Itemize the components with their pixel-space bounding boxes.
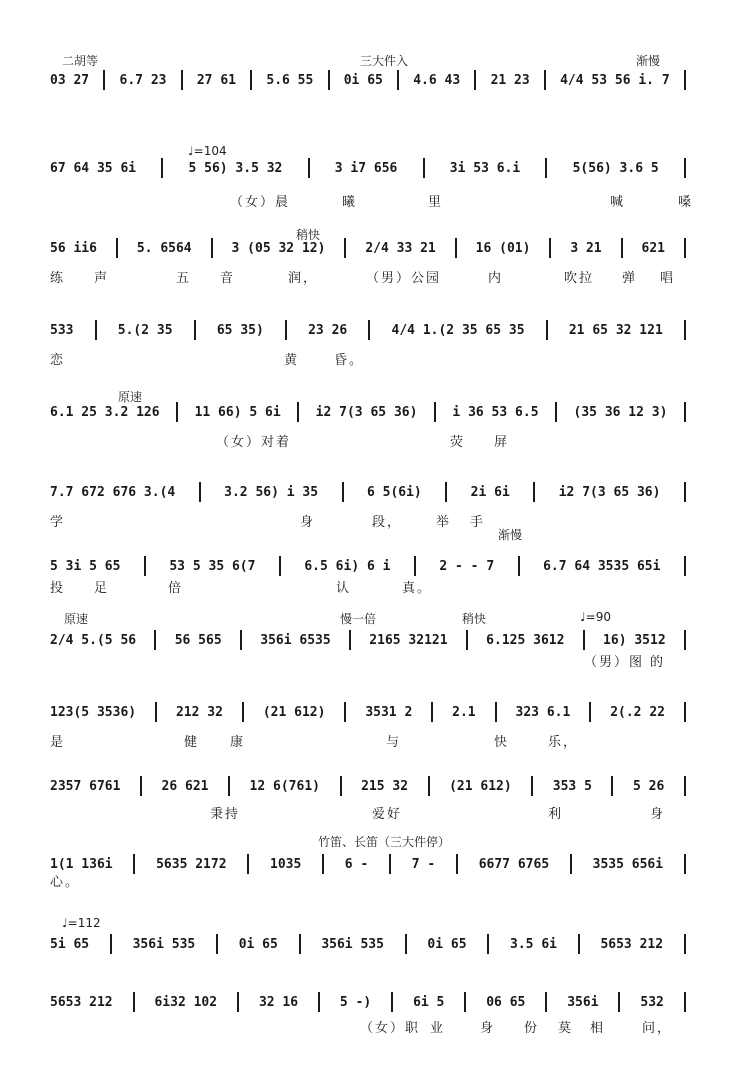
measure: 3 21: [570, 240, 602, 256]
bar-line: [589, 702, 591, 722]
measure: 323 6.1: [515, 704, 571, 720]
bar-line: [308, 158, 310, 178]
lyric-word: 投: [50, 581, 66, 596]
bar-line: [428, 776, 430, 796]
bar-line: [199, 482, 201, 502]
measure: 353 5: [552, 778, 592, 794]
lyric-word: 是: [50, 735, 66, 750]
lyrics-line: [50, 191, 694, 210]
bar-line: [466, 630, 468, 650]
bar-line: [684, 934, 686, 954]
measure: 5i 65: [50, 936, 90, 952]
performance-annotation: ♩=104: [188, 144, 227, 158]
lyric-word: 莫: [558, 1021, 574, 1036]
bar-line: [194, 320, 196, 340]
measure: 3531 2: [365, 704, 413, 720]
bar-line: [684, 992, 686, 1012]
measure: 3 i7 656: [334, 160, 398, 176]
bar-line: [368, 320, 370, 340]
measure: (35 36 12 3): [573, 404, 668, 420]
lyric-word: （男）图: [584, 655, 645, 670]
lyrics-line: [50, 651, 670, 669]
bar-line: [487, 934, 489, 954]
measure: 5 56) 3.5 32: [188, 160, 283, 176]
bar-line: [518, 556, 520, 576]
lyric-word: （女）晨: [230, 195, 291, 210]
bar-line: [434, 402, 436, 422]
measure: 5(56) 3.6 5: [572, 160, 659, 176]
lyric-word: 利: [548, 807, 564, 822]
lyric-word: 举: [436, 515, 452, 530]
bar-line: [621, 238, 623, 258]
bar-line: [279, 556, 281, 576]
notation-row: [50, 480, 686, 504]
lyric-word: 与: [386, 735, 402, 750]
lyric-word: 爱好: [372, 807, 403, 822]
lyrics-line: [50, 431, 670, 449]
lyric-word: 真。: [402, 581, 433, 596]
lyrics-line: [50, 511, 670, 529]
measure: 356i 535: [132, 936, 196, 952]
lyric-word: 学: [50, 515, 66, 530]
lyric-word: 认: [336, 581, 352, 596]
bar-line: [445, 482, 447, 502]
performance-annotation: 慢一倍: [340, 612, 377, 626]
lyrics-line: [50, 803, 670, 821]
measure: 0i 65: [343, 72, 383, 88]
measure: 2/4 33 21: [365, 240, 436, 256]
lyric-word: 相: [590, 1021, 606, 1036]
bar-line: [216, 934, 218, 954]
bar-line: [684, 320, 686, 340]
bar-line: [684, 776, 686, 796]
notation-row: [50, 932, 686, 956]
bar-line: [391, 992, 393, 1012]
bar-line: [474, 70, 476, 90]
bar-line: [161, 158, 163, 178]
measure: 1(1 136i: [50, 856, 113, 872]
bar-line: [533, 482, 535, 502]
measure: 03 27: [50, 72, 90, 88]
measure: i2 7(3 65 36): [315, 404, 418, 420]
bar-line: [342, 482, 344, 502]
bar-line: [546, 320, 548, 340]
measure: 5653 212: [50, 994, 113, 1010]
performance-annotation: ♩=90: [580, 610, 611, 624]
lyric-word: 快: [494, 735, 510, 750]
lyric-word: 业: [430, 1021, 446, 1036]
lyric-word: 唱: [660, 271, 676, 286]
measure: 21 65 32 121: [568, 322, 663, 338]
bar-line: [176, 402, 178, 422]
measure: 6677 6765: [478, 856, 550, 872]
measure: 356i: [567, 994, 599, 1010]
lyric-word: 健: [184, 735, 200, 750]
bar-line: [103, 70, 105, 90]
measure: i2 7(3 65 36): [558, 484, 661, 500]
notation-row: [50, 990, 686, 1014]
lyric-word: 嗓: [678, 195, 694, 210]
measure: 6 -: [344, 856, 369, 872]
bar-line: [414, 556, 416, 576]
lyric-word: （男）公园: [366, 271, 442, 286]
measure: 67 64 35 6i: [50, 160, 137, 176]
lyric-word: （女）职: [360, 1021, 421, 1036]
bar-line: [555, 402, 557, 422]
performance-annotation: 原速: [64, 612, 89, 626]
measure: 32 16: [258, 994, 299, 1010]
performance-annotation: 稍快: [462, 612, 487, 626]
lyric-word: 身: [650, 807, 666, 822]
bar-line: [297, 402, 299, 422]
lyric-word: 昏。: [334, 353, 365, 368]
lyrics-line: [50, 267, 676, 286]
lyric-word: 曦: [342, 195, 358, 210]
lyric-word: 弹: [622, 271, 638, 286]
lyric-word: （女）对着: [216, 435, 292, 450]
measure: 2/4 5.(5 56: [50, 632, 137, 648]
bar-line: [423, 158, 425, 178]
measure: 56 ii6: [50, 240, 97, 256]
lyric-word: 乐，: [548, 735, 579, 750]
measure: 21 23: [490, 72, 530, 88]
bar-line: [340, 776, 342, 796]
bar-line: [684, 238, 686, 258]
performance-annotation: 渐慢: [636, 54, 661, 68]
measure: 56 565: [174, 632, 222, 648]
measure: 3.5 6i: [510, 936, 557, 952]
bar-line: [618, 992, 620, 1012]
measure: 5653 212: [600, 936, 664, 952]
measure: 4/4 53 56 i. 7: [560, 72, 670, 88]
bar-line: [344, 238, 346, 258]
bar-line: [328, 70, 330, 90]
notation-row: [50, 68, 686, 92]
measure: 5. 6564: [136, 240, 192, 256]
bar-line: [405, 934, 407, 954]
notation-row: [50, 156, 686, 180]
bar-line: [95, 320, 97, 340]
lyrics-line: [50, 349, 670, 367]
measure: 3i 53 6.i: [449, 160, 521, 176]
measure: 2.1: [452, 704, 476, 720]
measure: 16) 3512: [603, 632, 666, 648]
lyric-word: 份: [524, 1021, 540, 1036]
measure: 06 65: [486, 994, 526, 1010]
lyric-word: 五: [176, 271, 192, 286]
bar-line: [464, 992, 466, 1012]
measure: (21 612): [262, 704, 326, 720]
measure: 5 -): [339, 994, 372, 1010]
performance-annotation: 三大件入: [360, 54, 409, 68]
lyrics-line: [50, 1017, 673, 1036]
bar-line: [242, 702, 244, 722]
measure: 0i 65: [427, 936, 467, 952]
measure: 5 3i 5 65: [50, 558, 121, 574]
measure: 532: [640, 994, 664, 1010]
measure: 6i32 102: [154, 994, 218, 1010]
measure: 11 66) 5 6i: [194, 404, 281, 420]
measure: 5 26: [632, 778, 665, 794]
measure: 621: [641, 240, 665, 256]
bar-line: [250, 70, 252, 90]
lyric-word: 手: [470, 515, 486, 530]
bar-line: [110, 934, 112, 954]
bar-line: [228, 776, 230, 796]
performance-annotation: 稍快: [296, 228, 321, 242]
measure: 23 26: [308, 322, 348, 338]
lyric-word: 康: [230, 735, 246, 750]
bar-line: [684, 556, 686, 576]
performance-annotation: 渐慢: [498, 528, 523, 542]
measure: i 36 53 6.5: [452, 404, 539, 420]
bar-line: [344, 702, 346, 722]
measure: 533: [50, 322, 74, 338]
measure: 3 (05 32 12): [231, 240, 326, 256]
bar-line: [431, 702, 433, 722]
measure: 7.7 672 676 3.(4: [50, 484, 176, 500]
lyric-word: 内: [488, 271, 504, 286]
measure: 6 5(6i): [366, 484, 422, 500]
bar-line: [237, 992, 239, 1012]
performance-annotation: 二胡等: [62, 54, 99, 68]
measure: 6.5 6i) 6 i: [304, 558, 391, 574]
measure: 3.2 56) i 35: [224, 484, 319, 500]
lyric-word: 身: [300, 515, 316, 530]
lyric-word: 里: [428, 195, 444, 210]
bar-line: [684, 630, 686, 650]
measure: 4/4 1.(2 35 65 35: [391, 322, 525, 338]
notation-row: [50, 628, 686, 652]
notation-row: [50, 318, 686, 342]
bar-line: [181, 70, 183, 90]
measure: 2(.2 22: [610, 704, 665, 720]
bar-line: [545, 992, 547, 1012]
measure: 6.1 25 3.2 126: [50, 404, 160, 420]
bar-line: [318, 992, 320, 1012]
measure: 4.6 43: [413, 72, 461, 88]
bar-line: [211, 238, 213, 258]
performance-annotation: 原速: [118, 390, 143, 404]
measure: 53 5 35 6(7: [169, 558, 256, 574]
measure: 2i 6i: [470, 484, 510, 500]
measure: 6i 5: [413, 994, 445, 1010]
measure: 2357 6761: [50, 778, 121, 794]
lyric-word: 秉持: [210, 807, 241, 822]
bar-line: [349, 630, 351, 650]
measure: 215 32: [361, 778, 409, 794]
bar-line: [154, 630, 156, 650]
measure: (21 612): [449, 778, 512, 794]
bar-line: [684, 702, 686, 722]
bar-line: [240, 630, 242, 650]
lyric-word: 喊: [610, 195, 626, 210]
lyric-word: 黄: [284, 353, 300, 368]
measure: 5.(2 35: [117, 322, 173, 338]
bar-line: [144, 556, 146, 576]
lyric-word: 足: [94, 581, 110, 596]
bar-line: [495, 702, 497, 722]
lyric-word: 屏: [494, 435, 510, 450]
lyrics-line: [50, 871, 670, 889]
bar-line: [133, 992, 135, 1012]
notation-row: [50, 700, 686, 724]
bar-line: [684, 158, 686, 178]
bar-line: [549, 238, 551, 258]
lyric-word: 段，: [372, 515, 403, 530]
bar-line: [140, 776, 142, 796]
bar-line: [544, 70, 546, 90]
notation-row: [50, 554, 686, 578]
measure: 12 6(761): [249, 778, 320, 794]
bar-line: [583, 630, 585, 650]
bar-line: [531, 776, 533, 796]
performance-annotation: 竹笛、长笛（三大件停）: [318, 835, 451, 849]
bar-line: [545, 158, 547, 178]
measure: 6.7 23: [119, 72, 167, 88]
notation-row: [50, 236, 686, 260]
bar-line: [684, 482, 686, 502]
lyrics-line: [50, 577, 670, 595]
lyric-word: 润，: [288, 271, 319, 286]
measure: 5635 2172: [156, 856, 227, 872]
bar-line: [684, 854, 686, 874]
measure: 0i 65: [238, 936, 278, 952]
measure: 2165 32121: [369, 632, 448, 648]
notation-row: [50, 774, 686, 798]
measure: 356i 535: [321, 936, 384, 952]
bar-line: [455, 238, 457, 258]
measure: 5.6 55: [266, 72, 314, 88]
lyric-word: 倍: [168, 581, 184, 596]
measure: 3535 656i: [592, 856, 664, 872]
bar-line: [578, 934, 580, 954]
measure: 6.125 3612: [486, 632, 565, 648]
bar-line: [684, 70, 686, 90]
measure: 7 -: [411, 856, 436, 872]
lyric-word: 心。: [50, 875, 81, 890]
measure: 65 35): [216, 322, 264, 338]
bar-line: [299, 934, 301, 954]
lyric-word: 声: [94, 271, 110, 286]
bar-line: [155, 702, 157, 722]
lyric-word: 恋: [50, 353, 66, 368]
lyric-word: 练: [50, 271, 66, 286]
lyrics-line: [50, 731, 670, 749]
lyric-word: 的: [650, 655, 666, 670]
bar-line: [116, 238, 118, 258]
measure: 212 32: [175, 704, 223, 720]
measure: 123(5 3536): [50, 704, 137, 720]
bar-line: [397, 70, 399, 90]
lyric-word: 音: [220, 271, 236, 286]
lyric-word: 吹拉: [564, 271, 595, 286]
measure: 27 61: [196, 72, 236, 88]
lyric-word: 身: [480, 1021, 496, 1036]
measure: 1035: [270, 856, 302, 872]
measure: 356i 6535: [260, 632, 331, 648]
measure: 26 621: [161, 778, 209, 794]
notation-row: [50, 400, 686, 424]
lyric-word: 荧: [450, 435, 466, 450]
measure: 16 (01): [475, 240, 531, 256]
measure: 2 - - 7: [439, 558, 495, 574]
performance-annotation: ♩=112: [62, 916, 101, 930]
lyric-word: 问，: [642, 1021, 673, 1036]
bar-line: [611, 776, 613, 796]
measure: 6.7 64 3535 65i: [543, 558, 661, 574]
bar-line: [684, 402, 686, 422]
bar-line: [285, 320, 287, 340]
